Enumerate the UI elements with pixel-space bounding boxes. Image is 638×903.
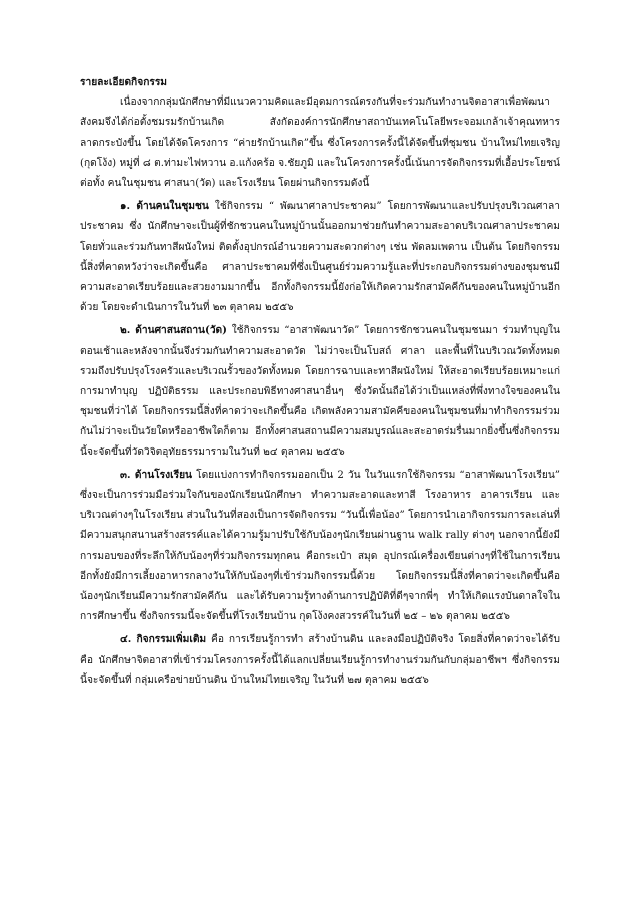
paragraph-lead: ๑. ด้านคนในชุมชน	[120, 200, 209, 213]
temple-paragraph	[80, 320, 560, 462]
paragraph-lead: ๔. กิจกรรมเพิ่มเติม	[120, 633, 207, 646]
paragraph-lead: ๒. ด้านศาสนสถาน(วัด)	[120, 324, 227, 337]
paragraph-text: ใช้กิจกรรม “ พัฒนาศาลาประชาคม” โดยการพัฒนาและปรับปรุงบริเวณศาลาประชาคม ซึ่ง นักศึกษาจะเป็นผู้ที่ชักชวนคนในหมู่บ้านนั้นออกมาช่วยกันทำความสะอาดบริเวณศาลาประชาคมโดยทั่วและร่วมกันทาสีผนังใหม่ ติดตั้งอุปกรณ์อำนวยความสะดวกต่างๆ เช่น พัดลมเพดาน เป็นต้น โดยกิจกรรมนี้สิ่งที่คาดหวังว่าจะเกิดขึ้นคือ ศาลาประชาคมที่ซึ่งเป็นศูนย์ร่วมความรู้และที่ประกอบกิจกรรมต่างของชุมชนมีความสะอาดเรียบร้อยและสวยงามมากขึ้น อีกทั้งกิจกรรมนี้ยังก่อให้เกิดความรักสามัคคีกันของคนในหมู่บ้านอีกด้วย โดยจะดำเนินการในวันที่ ๒๓ ตุลาคม ๒๕๕๖	[80, 201, 560, 314]
school-paragraph	[80, 465, 560, 628]
paragraph-text: เนื่องจากกลุ่มนักศึกษาที่มีแนวความคิดและมีอุดมการณ์ตรงกันที่จะร่วมกันทำงานจิตอาสาเพื่อพัฒนาสังคมจึงได้ก่อตั้งชมรมรักบ้านเกิด สังกัดองค์การนักศึกษาสถาบันเทคโนโลยีพระจอมเกล้าเจ้าคุณทหารลาดกระบังขึ้น โดยได้จัดโครงการ “ค่ายรักบ้านเกิด”ขึ้น ซึ่งโครงการครั้งนี้ได้จัดขึ้นที่ชุมชน บ้านใหม่ไทยเจริญ (กุดโง้ง) หมู่ที่ ๘ ต.ท่ามะไฟหวาน อ.แก้งคร้อ จ.ชัยภูมิ และในโครงการครั้งนี้เน้นการจัดกิจกรรมที่เอื้อประโยชน์ต่อทั้ง คนในชุมชน ศาสนา(วัด) และโรงเรียน โดยผ่านกิจกรรมดังนี้	[80, 97, 560, 190]
document-page	[80, 72, 560, 693]
extra-activity-paragraph	[80, 629, 560, 691]
paragraph-text: คือ การเรียนรู้การทำ สร้างบ้านดิน และลงมือปฏิบัติจริง โดยสิ่งที่คาดว่าจะได้รับคือ นักศึกษาจิตอาสาที่เข้าร่วมโครงการครั้งนี้ได้แลกเปลี่ยนเรียนรู้การทำงานร่วมกันกับกลุ่มอาชีพฯ ซึ่งกิจกรรมนี้จะจัดขึ้นที่ กลุ่มเครือข่ายบ้านดิน บ้านใหม่ไทยเจริญ ในวันที่ ๒๗ ตุลาคม ๒๕๕๖	[80, 634, 560, 686]
paragraph-text: โดยแบ่งการทำกิจกรรมออกเป็น 2 วัน ในวันแรกใช้กิจกรรม “อาสาพัฒนาโรงเรียน” ซึ่งจะเป็นการร่วมมือร่วมใจกันของนักเรียนนักศึกษา ทำความสะอาดและทาสี โรงอาหาร อาคารเรียน และบริเวณต่างๆในโรงเรียน ส่วนในวันที่สองเป็นการจัดกิจกรรม “วันนี้เพื่อน้อง” โดยการนำเอากิจกรรมการละเล่นที่มีความสนุกสนานสร้างสรรค์และได้ความรู้มาปรับใช้กับน้องๆนักเรียนผ่านฐาน walk rally ต่างๆ นอกจากนี้ยังมีการมอบของที่ระลึกให้กับน้องๆที่ร่วมกิจกรรมทุกคน คือกระเป๋า สมุด อุปกรณ์เครื่องเขียนต่างๆที่ใช้ในการเรียน อีกทั้งยังมีการเลี้ยงอาหารกลางวันให้กับน้องๆที่เข้าร่วมกิจกรรมนี้ด้วย โดยกิจกรรมนี้สิ่งที่คาดว่าจะเกิดขึ้นคือ น้องๆนักเรียนมีความรักสามัคคีกัน และได้รับความรู้ทางด้านการปฏิบัติที่ดีๆจากพี่ๆ ทำให้เกิดแรงบันดาลใจในการศึกษาขึ้น ซึ่งกิจกรรมนี้จะจัดขึ้นที่โรงเรียนบ้าน กุดโง้งคงสวรรค์ในวันที่ ๒๕ – ๒๖ ตุลาคม ๒๕๕๖	[80, 469, 560, 623]
paragraph-text: ใช้กิจกรรม “อาสาพัฒนาวัด” โดยการชักชวนคนในชุมชนมา ร่วมทำบุญในตอนเช้าและหลังจากนั้นจึงร่วมกันทำความสะอาดวัด ไม่ว่าจะเป็นโบสถ์ ศาลา และพื้นที่ในบริเวณวัดทั้งหมด รวมถึงปรับปรุงโรงครัวและบริเวณรั้วของวัดทั้งหมด โดยการฉาบและทาสีผนังใหม่ ให้สะอาดเรียบร้อยเหมาะแก่การมาทำบุญ ปฏิบัติธรรม และประกอบพิธีทางศาสนาอื่นๆ ซึ่งวัดนั้นถือได้ว่าเป็นแหล่งที่พึ่งทางใจของคนในชุมชนที่ว่าได้ โดยกิจกรรมนี้สิ่งที่คาดว่าจะเกิดขึ้นคือ เกิดพลังความสามัคคีของคนในชุมชนที่มาทำกิจกรรมร่วมกันไม่ว่าจะเป็นวัยใดหรืออาชีพใดก็ตาม อีกทั้งศาสนสถานมีความสมบูรณ์และสะอาดร่มรื่นมากยิ่งขึ้นซึ่งกิจกรรมนี้จะจัดขึ้นที่วัดวิจิตอุทัยธรรมารามในวันที่ ๒๔ ตุลาคม ๒๕๕๖	[80, 325, 560, 458]
intro-paragraph	[80, 92, 560, 194]
paragraph-lead: ๓. ด้านโรงเรียน	[120, 468, 193, 481]
community-paragraph	[80, 196, 560, 318]
section-heading: รายละเอียดกิจกรรม	[80, 76, 168, 88]
